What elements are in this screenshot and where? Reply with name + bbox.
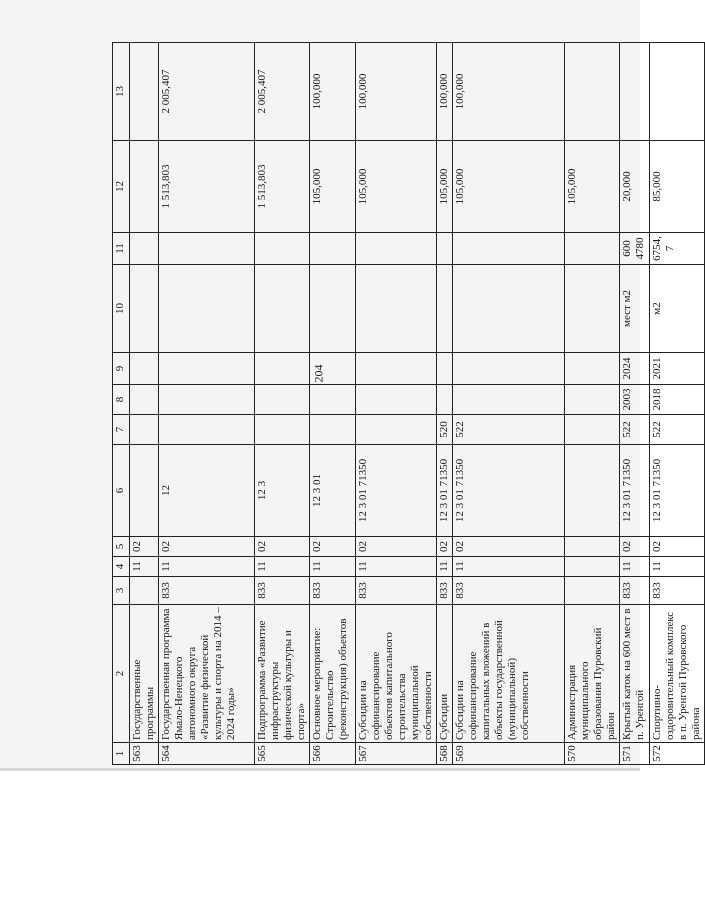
table-cell: [130, 353, 159, 385]
table-cell: 833: [437, 577, 453, 605]
table-cell: 11: [437, 557, 453, 577]
table-cell: 105,000: [437, 141, 453, 233]
table-cell: Субсидии: [437, 605, 453, 743]
table-cell: 568: [437, 743, 453, 765]
column-header: 8: [113, 385, 130, 415]
table-cell: Основное мероприятие: Строительство (реконструкция) объектов: [310, 605, 356, 743]
table-cell: 12 3 01 71350: [437, 445, 453, 537]
table-cell: 522: [620, 415, 650, 445]
table-cell: 567: [356, 743, 437, 765]
table-cell: [310, 265, 356, 353]
table-cell: мест м2: [620, 265, 650, 353]
table-cell: 12 3 01 71350: [453, 445, 565, 537]
table-cell: 1 513,803: [159, 141, 255, 233]
table-cell: 11: [255, 557, 310, 577]
table-cell: 02: [650, 537, 705, 557]
table-cell: м2: [650, 265, 705, 353]
table-cell: [356, 233, 437, 265]
table-cell: [255, 385, 310, 415]
page-edge: [0, 768, 640, 771]
table-cell: 105,000: [310, 141, 356, 233]
table-row: [565, 43, 620, 765]
table-cell: Государственные программы: [130, 605, 159, 743]
table-cell: 12 3 01: [310, 445, 356, 537]
table-cell: 564: [159, 743, 255, 765]
table-cell: 2018: [650, 385, 705, 415]
table-cell: 02: [620, 537, 650, 557]
table-cell: 1 513,803: [255, 141, 310, 233]
table-cell: 2 005,407: [255, 43, 310, 141]
table-cell: [310, 385, 356, 415]
table-cell: [130, 577, 159, 605]
table-cell: [255, 265, 310, 353]
table-cell: 11: [453, 557, 565, 577]
table-cell: [565, 265, 620, 353]
table-cell: [565, 537, 620, 557]
table-cell: [356, 385, 437, 415]
table-row: [255, 43, 310, 765]
table-cell: 569: [453, 743, 565, 765]
table-cell: [159, 233, 255, 265]
table-cell: 565: [255, 743, 310, 765]
column-header: 11: [113, 233, 130, 265]
table-cell: [565, 557, 620, 577]
table-cell: Субсидии на софинансирование капитальных вложений в объекты государственной (муниципальной) собственности: [453, 605, 565, 743]
table-cell: 100,000: [437, 43, 453, 141]
table-cell: [130, 445, 159, 537]
table-cell: 6754,7: [650, 233, 705, 265]
table-cell: 2024: [620, 353, 650, 385]
table-cell: Спортивно-оздоровительный комплекс в п. Уренгой Пуровского района: [650, 605, 705, 743]
table-cell: [453, 233, 565, 265]
table-cell: 833: [255, 577, 310, 605]
table-cell: [565, 577, 620, 605]
table-cell: 571: [620, 743, 650, 765]
table-cell: 572: [650, 743, 705, 765]
table-cell: 566: [310, 743, 356, 765]
table-cell: 02: [356, 537, 437, 557]
table-cell: 85,000: [650, 141, 705, 233]
table-cell: [130, 233, 159, 265]
table-cell: Администрация муниципального образования Пуровский район: [565, 605, 620, 743]
table-cell: [437, 353, 453, 385]
table-row: [453, 43, 565, 765]
table-cell: 563: [130, 743, 159, 765]
column-header: 6: [113, 445, 130, 537]
page-number: 204: [311, 364, 326, 383]
table-cell: [437, 233, 453, 265]
table-row: [159, 43, 255, 765]
table-cell: 11: [650, 557, 705, 577]
table-cell: [255, 233, 310, 265]
table-row: [620, 43, 650, 765]
table-cell: 02: [159, 537, 255, 557]
table-cell: [453, 353, 565, 385]
table-cell: 20,000: [620, 141, 650, 233]
table-cell: Государственная программа Ямало-Ненецкого автономного округа «Развитие физической культуры и спорта на 2014 – 2024 годы»: [159, 605, 255, 743]
table-cell: 11: [310, 557, 356, 577]
table-row: [437, 43, 453, 765]
table-cell: [130, 141, 159, 233]
table-cell: 11: [159, 557, 255, 577]
table-row: [310, 43, 356, 765]
column-header: 12: [113, 141, 130, 233]
table-cell: 12 3 01 71350: [356, 445, 437, 537]
table-cell: 02: [437, 537, 453, 557]
table-cell: [565, 415, 620, 445]
budget-table-container: [112, 43, 702, 765]
table-cell: Крытый каток на 600 мест в п. Уренгой: [620, 605, 650, 743]
table-cell: [565, 353, 620, 385]
table-cell: 11: [620, 557, 650, 577]
table-cell: [565, 233, 620, 265]
table-cell: [130, 385, 159, 415]
column-header: 7: [113, 415, 130, 445]
table-cell: [159, 385, 255, 415]
column-header: 3: [113, 577, 130, 605]
table-cell: 833: [453, 577, 565, 605]
table-cell: 2003: [620, 385, 650, 415]
column-header: 5: [113, 537, 130, 557]
table-cell: 570: [565, 743, 620, 765]
table-cell: 2021: [650, 353, 705, 385]
header-row: [113, 43, 130, 765]
table-cell: 12: [159, 445, 255, 537]
table-cell: [650, 43, 705, 141]
table-cell: [356, 353, 437, 385]
table-cell: [310, 233, 356, 265]
table-row: [130, 43, 159, 765]
table-cell: 12 3: [255, 445, 310, 537]
table-cell: 2 005,407: [159, 43, 255, 141]
budget-table: [112, 42, 705, 765]
table-cell: [130, 43, 159, 141]
table-row: [356, 43, 437, 765]
table-cell: 520: [437, 415, 453, 445]
table-cell: [437, 385, 453, 415]
table-cell: 105,000: [356, 141, 437, 233]
table-cell: 02: [130, 537, 159, 557]
table-cell: 100,000: [356, 43, 437, 141]
table-cell: [255, 353, 310, 385]
table-cell: [565, 445, 620, 537]
column-header: 1: [113, 743, 130, 765]
column-header: 13: [113, 43, 130, 141]
table-cell: 11: [130, 557, 159, 577]
table-cell: 833: [356, 577, 437, 605]
table-cell: Субсидии на софинансирование объектов капитального строительства муниципальной собственности: [356, 605, 437, 743]
table-cell: [437, 265, 453, 353]
table-cell: 11: [356, 557, 437, 577]
table-cell: [453, 385, 565, 415]
table-cell: [130, 415, 159, 445]
table-cell: [310, 415, 356, 445]
table-cell: 105,000: [565, 141, 620, 233]
table-cell: [565, 43, 620, 141]
table-cell: 100,000: [310, 43, 356, 141]
table-cell: [159, 415, 255, 445]
column-header: 10: [113, 265, 130, 353]
table-cell: 12 3 01 71350: [650, 445, 705, 537]
table-cell: 02: [453, 537, 565, 557]
table-cell: 522: [453, 415, 565, 445]
table-cell: 12 3 01 71350: [620, 445, 650, 537]
table-cell: [130, 265, 159, 353]
table-cell: [159, 353, 255, 385]
table-cell: 522: [650, 415, 705, 445]
table-cell: 600 4780: [620, 233, 650, 265]
column-header: 4: [113, 557, 130, 577]
table-cell: 833: [159, 577, 255, 605]
column-header: 2: [113, 605, 130, 743]
table-cell: [310, 353, 356, 385]
table-cell: [159, 265, 255, 353]
table-cell: Подпрограмма «Развитие инфраструктуры физической культуры и спорта»: [255, 605, 310, 743]
table-cell: [453, 265, 565, 353]
table-row: [650, 43, 705, 765]
table-cell: [356, 265, 437, 353]
table-cell: 100,000: [453, 43, 565, 141]
table-cell: 02: [310, 537, 356, 557]
table-cell: 833: [620, 577, 650, 605]
table-cell: 833: [310, 577, 356, 605]
table-cell: [356, 415, 437, 445]
column-header: 9: [113, 353, 130, 385]
table-cell: [255, 415, 310, 445]
table-cell: 833: [650, 577, 705, 605]
table-cell: [620, 43, 650, 141]
table-cell: 02: [255, 537, 310, 557]
table-cell: 105,000: [453, 141, 565, 233]
table-cell: [565, 385, 620, 415]
